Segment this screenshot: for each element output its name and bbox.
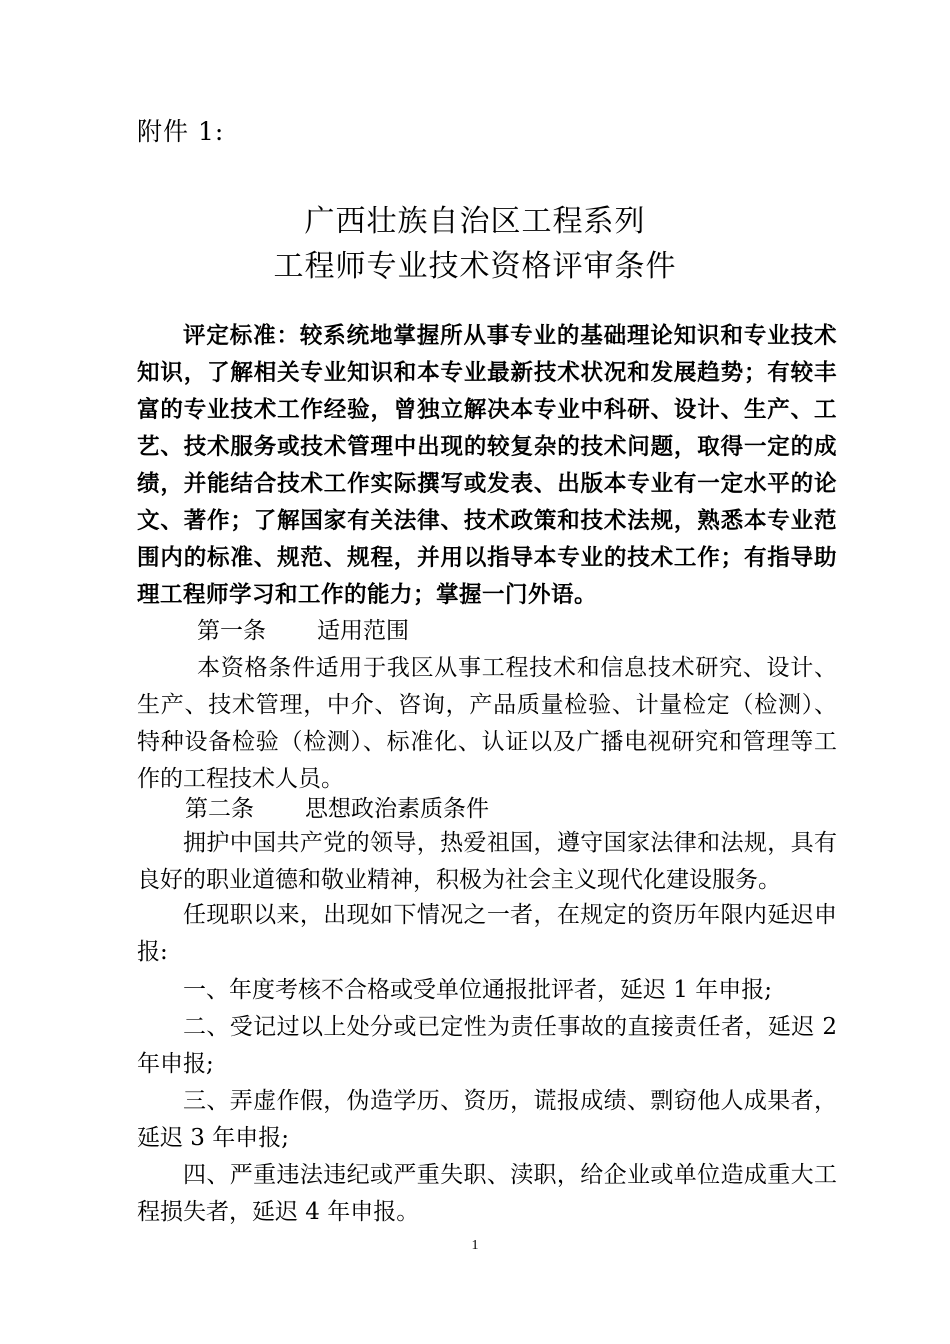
delay-item-1: 一、年度考核不合格或受单位通报批评者，延迟 1 年申报; [183, 977, 773, 1003]
article-2-title: 思想政治素质条件 [305, 796, 489, 822]
delay-item-3: 三、弄虚作假，伪造学历、资历，谎报成绩、剽窃他人成果者，延迟 3 年申报; [137, 1088, 837, 1151]
article-1-number: 第一条 [197, 618, 266, 644]
attachment-label: 附件 1: [137, 117, 225, 146]
title-line-2: 工程师专业技术资格评审条件 [273, 249, 677, 284]
article-2-heading [185, 790, 489, 823]
delay-item-2: 二、受记过以上处分或已定性为责任事故的直接责任者，延迟 2 年申报; [137, 1014, 837, 1077]
article-1-body: 本资格条件适用于我区从事工程技术和信息技术研究、设计、生产、技术管理，中介、咨询，产品质量检验、计量检定（检测）、特种设备检验（检测）、标准化、认证以及广播电视研究和管理等工作的工程技术人员。 [137, 655, 837, 792]
delay-intro: 任现职以来，出现如下情况之一者，在规定的资历年限内延迟申报: [137, 902, 837, 965]
title-line-1: 广西壮族自治区工程系列 [304, 204, 646, 239]
article-2-body: 拥护中国共产党的领导，热爱祖国，遵守国家法律和法规，具有良好的职业道德和敬业精神，积极为社会主义现代化建设服务。 [137, 830, 837, 893]
page-number: 1 [471, 1238, 479, 1253]
criteria-paragraph: 评定标准：较系统地掌握所从事专业的基础理论知识和专业技术知识，了解相关专业知识和本专业最新技术状况和发展趋势；有较丰富的专业技术工作经验，曾独立解决本专业中科研、设计、生产、工艺、技术服务或技术管理中出现的较复杂的技术问题，取得一定的成绩，并能结合技术工作实际撰写或发表、出版本专业有一定水平的论文、著作；了解国家有关法律、技术政策和技术法规，熟悉本专业范围内的标准、规范、规程，并用以指导本专业的技术工作；有指导助理工程师学习和工作的能力；掌握一门外语。 [137, 323, 837, 608]
delay-item-4: 四、严重违法违纪或严重失职、渎职，给企业或单位造成重大工程损失者，延迟 4 年申报。 [137, 1162, 837, 1225]
article-2-number: 第二条 [185, 796, 254, 822]
article-1-title: 适用范围 [317, 618, 409, 644]
article-1-heading [197, 612, 409, 645]
